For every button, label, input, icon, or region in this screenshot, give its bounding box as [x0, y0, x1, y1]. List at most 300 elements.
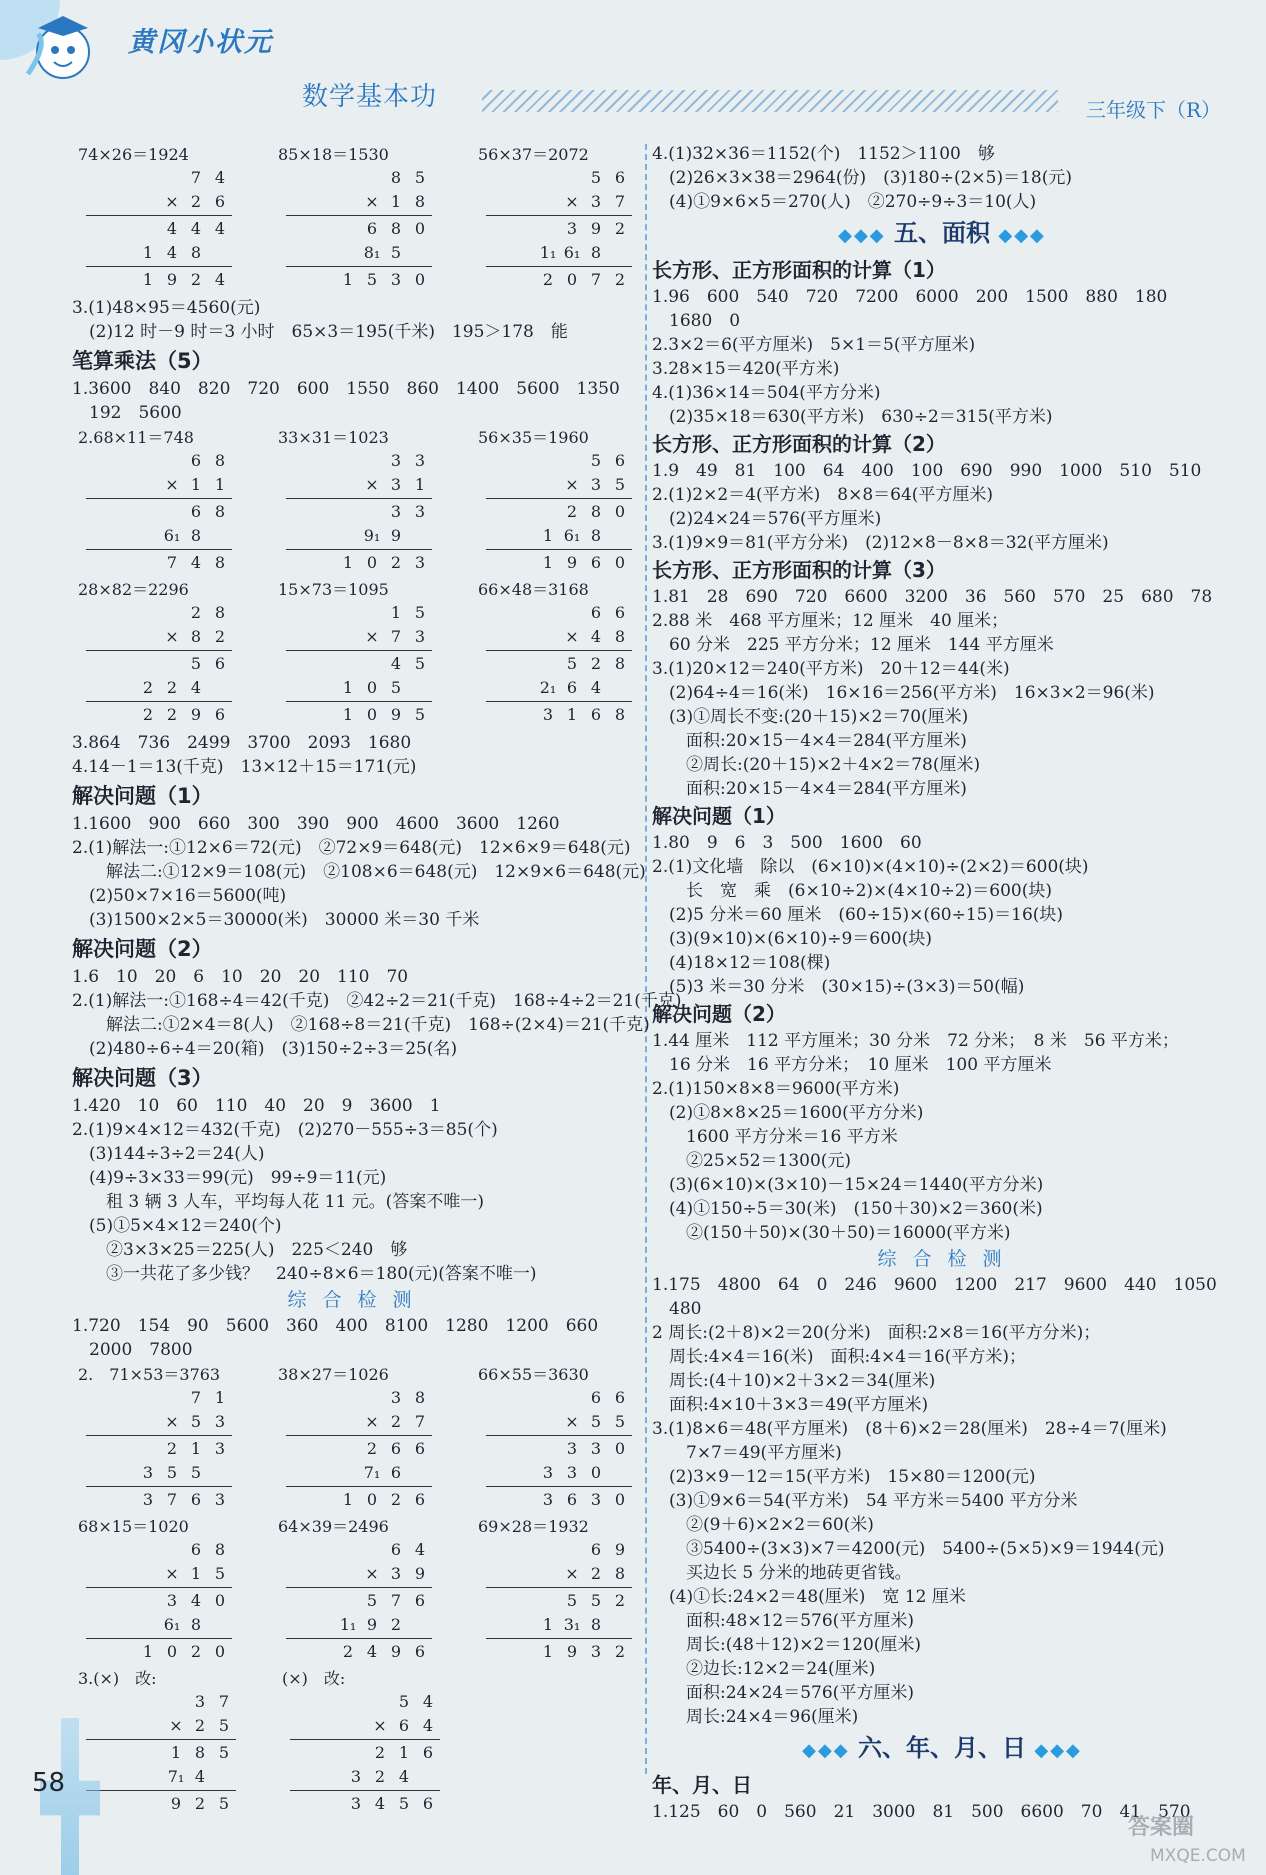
calc-digit: 3 [390, 270, 402, 289]
vertical-calculation [278, 427, 432, 575]
calc-digit: 2 [214, 627, 226, 646]
calc-rule [86, 1587, 232, 1588]
calc-row [286, 241, 432, 265]
calc-digit: 5 [414, 705, 426, 724]
calc-equation: 66×48＝3168 [478, 580, 589, 599]
calc-row [286, 500, 432, 524]
calc-digit: 7₁ [363, 1463, 381, 1482]
calc-digit: 8 [190, 627, 202, 646]
calc-digit [208, 524, 232, 548]
calc-digit: 7 [614, 192, 626, 211]
calc-row [86, 676, 232, 700]
calc-digit: 3 [566, 219, 578, 238]
answer-line: (2)64÷4＝16(米) 16×16＝256(平方米) 16×3×2＝96(米) [652, 683, 1155, 703]
calc-digit: 0 [214, 1642, 226, 1661]
calc-row [486, 500, 632, 524]
calc-digit: 2 [374, 1767, 386, 1786]
calc-digit [416, 1765, 440, 1789]
calc-rule [286, 498, 432, 499]
calc-digit: 2 [390, 1412, 402, 1431]
calc-digit: 6 [414, 1439, 426, 1458]
calc-digit: 2 [342, 1642, 354, 1661]
calc-digit: 6 [590, 1540, 602, 1559]
unit-title-text: 六、年、月、日 [858, 1734, 1026, 1762]
calc-rule [286, 701, 432, 702]
calc-row [486, 1538, 632, 1562]
calc-row [86, 1562, 232, 1586]
calc-digit: 4 [590, 678, 602, 697]
calc-row [86, 1410, 232, 1434]
calc-rule [486, 549, 632, 550]
calc-digit: 0 [366, 705, 378, 724]
calc-row [486, 190, 632, 214]
calc-digit: 5 [398, 1794, 410, 1813]
vertical-calculation [278, 579, 432, 727]
section-heading: 笔算乘法（5） [72, 349, 213, 373]
calc-digit: 3 [390, 1564, 402, 1583]
vertical-calculation [478, 144, 632, 292]
calc-digit: 6₁ [163, 526, 181, 545]
calc-digit: 6 [414, 1591, 426, 1610]
calc-rule [486, 215, 632, 216]
calc-digit: 6 [214, 654, 226, 673]
answer-line: (3)①9×6＝54(平方米) 54 平方米＝5400 平方分米 [652, 1491, 1078, 1511]
calc-digit: 2 [590, 1564, 602, 1583]
calc-row [86, 1741, 236, 1765]
calc-digit: 6 [190, 451, 202, 470]
calc-digit: × [165, 192, 179, 211]
calc-digit: 6 [614, 1388, 626, 1407]
calc-group [78, 427, 632, 575]
calc-rule [286, 549, 432, 550]
calc-digit: 5 [190, 654, 202, 673]
answer-line: 2.(1)解法一:①168÷4＝42(千克) ②42÷2＝21(千克) 168÷4÷2＝21(千克) [72, 991, 682, 1011]
calc-digit: 3 [590, 1490, 602, 1509]
answer-line: 2.(1)解法一:①12×6＝72(元) ②72×9＝648(元) 12×6×9＝648(元) [72, 838, 631, 858]
answer-line: 1.96 600 540 720 7200 6000 200 1500 880 180 [652, 287, 1168, 307]
answer-line: 2.(1)150×8×8＝9600(平方米) [652, 1079, 900, 1099]
calc-row [286, 1640, 432, 1664]
calc-row [286, 551, 432, 575]
calc-row [486, 1386, 632, 1410]
vertical-calculation [478, 1516, 632, 1664]
calc-digit [208, 1613, 232, 1637]
answer-line: 2 周长:(2＋8)×2＝20(分米) 面积:2×8＝16(平方分米)； [652, 1323, 1101, 1343]
calc-digit: 1 [190, 1564, 202, 1583]
calc-row [86, 703, 232, 727]
calc-digit: 6 [422, 1794, 434, 1813]
calc-digit: 4 [214, 270, 226, 289]
calc-digit: 6 [566, 1490, 578, 1509]
calc-digit: 5 [218, 1716, 230, 1735]
calc-row [286, 1613, 432, 1637]
calc-digit [408, 676, 432, 700]
calc-rule [286, 266, 432, 267]
answer-line: 1.720 154 90 5600 360 400 8100 1280 1200 660 [72, 1316, 599, 1336]
calc-row [486, 1461, 632, 1485]
answer-line: (4)①9×6×5＝270(人) ②270÷9÷3＝10(人) [652, 192, 1037, 212]
calc-digit: 8 [590, 502, 602, 521]
left-column [72, 142, 682, 1820]
answer-line: 7×7＝49(平方厘米) [652, 1443, 842, 1463]
calc-digit: 2 [390, 553, 402, 572]
calc-row [86, 1386, 232, 1410]
calc-digit: 5 [590, 1412, 602, 1431]
calc-digit: × [565, 1564, 579, 1583]
answer-line: (3)1500×2×5＝30000(米) 30000 米＝30 千米 [72, 910, 480, 930]
calc-digit: × [165, 475, 179, 494]
calc-digit: 3 [350, 1794, 362, 1813]
calc-digit: 9 [390, 705, 402, 724]
calc-equation: 28×82＝2296 [78, 580, 189, 599]
calc-digit: 1 [342, 553, 354, 572]
calc-digit: 7 [166, 1490, 178, 1509]
calc-digit: 2 [166, 1439, 178, 1458]
calc-digit: 2 [590, 654, 602, 673]
answer-line: 1.1600 900 660 300 390 900 4600 3600 1260 [72, 814, 560, 834]
calc-digit: 0 [614, 1439, 626, 1458]
calc-digit: 5 [366, 1591, 378, 1610]
answer-line: (5)①5×4×12＝240(个) [72, 1216, 282, 1236]
calc-digit: 0 [614, 502, 626, 521]
calc-digit: 0 [590, 1463, 602, 1482]
calc-digit: 6 [414, 1490, 426, 1509]
calc-row [286, 625, 432, 649]
calc-digit: 6 [414, 1642, 426, 1661]
calc-row [86, 1488, 232, 1512]
calc-digit: 2 [190, 1642, 202, 1661]
answer-line: 解法二:①2×4＝8(人) ②168÷8＝21(千克) 168÷(2×4)＝21(千克) [72, 1015, 650, 1035]
calc-row [86, 1714, 236, 1738]
answer-line: 1.9 49 81 100 64 400 100 690 990 1000 510 510 [652, 461, 1202, 481]
answer-line: 面积:4×10＋3×3＝49(平方厘米) [652, 1395, 929, 1415]
calc-digit: × [565, 1412, 579, 1431]
answer-line: ②(9＋6)×2×2＝60(米) [652, 1515, 874, 1535]
calc-digit: 9 [414, 1564, 426, 1583]
calc-digit: 1₁ [539, 243, 557, 262]
calc-digit: 1 [398, 1743, 410, 1762]
diamond-icon: ◆◆◆ [802, 1740, 850, 1761]
calc-digit: 6₁ [563, 526, 581, 545]
calc-digit [408, 1613, 432, 1637]
calc-digit: 8 [390, 168, 402, 187]
calc-digit: × [365, 1564, 379, 1583]
calc-row [486, 473, 632, 497]
calc-group [78, 1364, 632, 1512]
calc-rule [486, 266, 632, 267]
answer-line: 周长:4×4＝16(米) 面积:4×4＝16(平方米)； [652, 1347, 1026, 1367]
answer-line: 1.44 厘米 112 平方厘米；30 分米 72 分米； 8 米 56 平方米； [652, 1031, 1179, 1051]
section-heading: 解决问题（1） [652, 804, 786, 828]
calc-digit: 2 [614, 270, 626, 289]
calc-digit: 5 [398, 1692, 410, 1711]
calc-digit: 8 [414, 192, 426, 211]
calc-digit: 3 [214, 1439, 226, 1458]
calc-digit: 2 [614, 1642, 626, 1661]
calc-digit [608, 241, 632, 265]
vertical-calculation [278, 1516, 432, 1664]
calc-digit: 4 [190, 678, 202, 697]
answer-line: 3.(1)20×12＝240(平方米) 20＋12＝44(米) [652, 659, 1010, 679]
answer-block [652, 1273, 1232, 1729]
calc-digit: 5 [218, 1794, 230, 1813]
calc-rule [290, 1790, 440, 1791]
calc-row [286, 449, 432, 473]
calc-row [286, 1461, 432, 1485]
calc-digit: 4 [422, 1692, 434, 1711]
calc-digit: 5 [414, 603, 426, 622]
answer-line: (2)5 分米＝60 厘米 (60÷15)×(60÷15)＝16(块) [652, 905, 1064, 925]
calc-digit: 7 [414, 1412, 426, 1431]
calc-equation: (×) 改: [282, 1669, 346, 1688]
calc-digit: 4 [414, 1540, 426, 1559]
answer-line: 2.3×2＝6(平方厘米) 5×1＝5(平方厘米) [652, 335, 976, 355]
calc-row [286, 473, 432, 497]
calc-digit: 2 [390, 1490, 402, 1509]
calc-digit: 8 [214, 603, 226, 622]
answer-line: 1.420 10 60 110 40 20 9 3600 1 [72, 1096, 441, 1116]
calc-digit: 9 [190, 705, 202, 724]
answer-line: (4)18×12＝108(棵) [652, 953, 831, 973]
calc-digit: 1 [414, 475, 426, 494]
calc-digit: × [365, 475, 379, 494]
calc-digit: 3 [414, 451, 426, 470]
calc-digit: 8 [214, 502, 226, 521]
calc-digit: × [165, 1564, 179, 1583]
vertical-calculation [478, 1364, 632, 1512]
header-decorative-band [482, 90, 1058, 112]
calc-row [286, 703, 432, 727]
section-heading: 长方形、正方形面积的计算（2） [652, 432, 946, 456]
calc-digit: 2 [614, 1591, 626, 1610]
calc-digit: 2 [194, 1794, 206, 1813]
calc-equation: 68×15＝1020 [78, 1517, 189, 1536]
calc-digit [608, 1461, 632, 1485]
watermark-site: MXQE.COM [1150, 1846, 1246, 1866]
calc-digit: 8 [194, 1743, 206, 1762]
calc-row [86, 500, 232, 524]
calc-digit: 7₁ [167, 1767, 185, 1786]
calc-digit: × [165, 1412, 179, 1431]
calc-equation: 33×31＝1023 [278, 428, 389, 447]
calc-row [486, 217, 632, 241]
calc-digit: 9₁ [363, 526, 381, 545]
calc-digit: 3 [390, 502, 402, 521]
section-heading: 解决问题（2） [652, 1002, 786, 1026]
grade-label: 三年级下（R） [1086, 98, 1222, 122]
calc-digit: 5 [390, 243, 402, 262]
answer-line: 周长:24×4＝96(厘米) [652, 1707, 859, 1727]
calc-row [286, 652, 432, 676]
answer-line: 1.6 10 20 6 10 20 20 110 70 [72, 967, 409, 987]
calc-rule [486, 1486, 632, 1487]
calc-digit: 1 [542, 526, 554, 545]
calc-row [286, 1589, 432, 1613]
calc-digit: × [169, 1716, 183, 1735]
calc-digit: 1 [170, 1743, 182, 1762]
calc-digit: 3 [390, 1388, 402, 1407]
calc-row [86, 241, 232, 265]
calc-digit: 2 [190, 192, 202, 211]
calc-digit [608, 676, 632, 700]
calc-digit: 6 [390, 1540, 402, 1559]
vertical-calculation [78, 1364, 232, 1512]
calc-equation: 66×55＝3630 [478, 1365, 589, 1384]
calc-rule [286, 1486, 432, 1487]
calc-digit: 5 [214, 1564, 226, 1583]
calc-digit: 9 [366, 1615, 378, 1634]
calc-row [290, 1765, 440, 1789]
unit-title-text: 五、面积 [894, 219, 990, 247]
answer-line: (4)9÷3×33＝99(元) 99÷9＝11(元) [72, 1168, 387, 1188]
answer-line: (2)35×18＝630(平方米) 630÷2＝315(平方米) [652, 407, 1053, 427]
calc-digit: 6₁ [563, 243, 581, 262]
answer-line: (3)①周长不变:(20＋15)×2＝70(厘米) [652, 707, 969, 727]
calc-digit: 2 [390, 1615, 402, 1634]
answer-line: 4.(1)36×14＝504(平方分米) [652, 383, 881, 403]
calc-rule [86, 701, 232, 702]
answer-line: 3.(1)9×9＝81(平方分米) (2)12×8－8×8＝32(平方厘米) [652, 533, 1109, 553]
calc-digit: 8 [190, 1615, 202, 1634]
calc-digit: 8 [214, 1540, 226, 1559]
calc-row [86, 1461, 232, 1485]
calc-digit: 6 [398, 1716, 410, 1735]
answer-block [652, 1029, 1232, 1245]
answer-line: 1600 平方分米＝16 平方米 [652, 1127, 898, 1147]
calc-row [486, 551, 632, 575]
calc-rule [286, 1587, 432, 1588]
section-heading: 长方形、正方形面积的计算（3） [652, 558, 946, 582]
answer-line: ③5400÷(3×3)×7＝4200(元) 5400÷(5×5)×9＝1944(元) [652, 1539, 1165, 1559]
answer-line: ②周长:(20＋15)×2＋4×2＝78(厘米) [652, 755, 981, 775]
answer-line: (3)(9×10)×(6×10)÷9＝600(块) [652, 929, 933, 949]
calc-row [86, 1538, 232, 1562]
calc-digit: × [365, 627, 379, 646]
calc-digit: × [565, 627, 579, 646]
calc-digit: × [165, 627, 179, 646]
calc-digit: 3 [414, 553, 426, 572]
calc-digit: 4 [214, 168, 226, 187]
calc-digit: 7 [166, 553, 178, 572]
calc-digit: 3 [390, 475, 402, 494]
calc-digit: 5 [190, 1463, 202, 1482]
calc-digit: 3 [542, 705, 554, 724]
calc-digit: 1 [542, 1642, 554, 1661]
calc-digit: 3 [590, 192, 602, 211]
calc-digit: 1 [214, 475, 226, 494]
calc-digit: 4 [422, 1716, 434, 1735]
vertical-calculation [478, 579, 632, 727]
calc-digit: 6 [566, 678, 578, 697]
calc-row [86, 1437, 232, 1461]
calc-digit: 6 [190, 1540, 202, 1559]
calc-row [286, 1538, 432, 1562]
calc-digit: 3 [590, 1642, 602, 1661]
unit-title [652, 214, 1232, 255]
calc-digit: 4 [390, 654, 402, 673]
calc-digit: 6 [614, 451, 626, 470]
calc-digit: 4 [374, 1794, 386, 1813]
calc-row [86, 449, 232, 473]
answer-line: (3)144÷3÷2＝24(人) [72, 1144, 265, 1164]
answer-line: 1.80 9 6 3 500 1600 60 [652, 833, 922, 853]
calc-digit: × [565, 192, 579, 211]
vertical-calculation [78, 1516, 232, 1664]
calc-digit: 2 [142, 678, 154, 697]
calc-digit: 3 [542, 1490, 554, 1509]
calc-digit: 1 [342, 270, 354, 289]
calc-digit: 6 [366, 219, 378, 238]
calc-digit: 0 [614, 1490, 626, 1509]
calc-digit: 8 [190, 526, 202, 545]
calc-row [86, 652, 232, 676]
calc-digit: 2 [566, 502, 578, 521]
answer-line: 面积:24×24＝576(平方厘米) [652, 1683, 914, 1703]
calc-row [86, 601, 232, 625]
answer-block [652, 831, 1232, 999]
calc-digit: 3 [590, 1439, 602, 1458]
calc-digit: 3 [414, 502, 426, 521]
answer-line: (2)3×9－12＝15(平方米) 15×80＝1200(元) [652, 1467, 1036, 1487]
calc-row [286, 1410, 432, 1434]
calc-row [486, 601, 632, 625]
section-heading: 解决问题（3） [72, 1066, 213, 1090]
calc-row [290, 1714, 440, 1738]
answer-line: 面积:20×15－4×4＝284(平方厘米) [652, 779, 967, 799]
calc-equation: 56×35＝1960 [478, 428, 589, 447]
calc-digit: 0 [414, 219, 426, 238]
answer-line: 2.(1)2×2＝4(平方米) 8×8＝64(平方厘米) [652, 485, 994, 505]
calc-digit [408, 241, 432, 265]
calc-digit: 1₁ [339, 1615, 357, 1634]
calc-digit: 3 [542, 1463, 554, 1482]
answer-line: 面积:48×12＝576(平方厘米) [652, 1611, 914, 1631]
calc-digit: 2 [142, 705, 154, 724]
calc-rule [486, 1638, 632, 1639]
calc-digit: 8 [590, 1615, 602, 1634]
calc-digit: 0 [614, 553, 626, 572]
answer-line: 3.(1)8×6＝48(平方厘米) (8＋6)×2＝28(厘米) 28÷4＝7(厘米) [652, 1419, 1167, 1439]
calc-digit: 0 [214, 1591, 226, 1610]
calc-digit: 8 [414, 1388, 426, 1407]
calc-digit: 3 [390, 451, 402, 470]
calc-digit: 9 [566, 553, 578, 572]
calc-digit: 5 [590, 168, 602, 187]
calc-digit: 8₁ [363, 243, 381, 262]
answer-line: ②边长:12×2＝24(厘米) [652, 1659, 876, 1679]
calc-digit: 4 [398, 1767, 410, 1786]
vertical-calculation [282, 1668, 440, 1816]
calc-digit: 1 [342, 705, 354, 724]
answer-block [72, 965, 682, 1061]
calc-digit: 1 [342, 1490, 354, 1509]
calc-digit: 1 [190, 1439, 202, 1458]
calc-row [486, 166, 632, 190]
calc-row [486, 1562, 632, 1586]
calc-rule [86, 1790, 236, 1791]
calc-digit [608, 524, 632, 548]
calc-digit: 5 [614, 475, 626, 494]
calc-row [86, 268, 232, 292]
calc-row [486, 1410, 632, 1434]
calc-row [286, 601, 432, 625]
answer-line: 长 宽 乘 (6×10÷2)×(4×10÷2)＝600(块) [652, 881, 1052, 901]
calc-rule [486, 1435, 632, 1436]
calc-row [86, 190, 232, 214]
calc-digit: 4 [214, 219, 226, 238]
answer-block [652, 585, 1232, 801]
calc-rule [86, 215, 232, 216]
